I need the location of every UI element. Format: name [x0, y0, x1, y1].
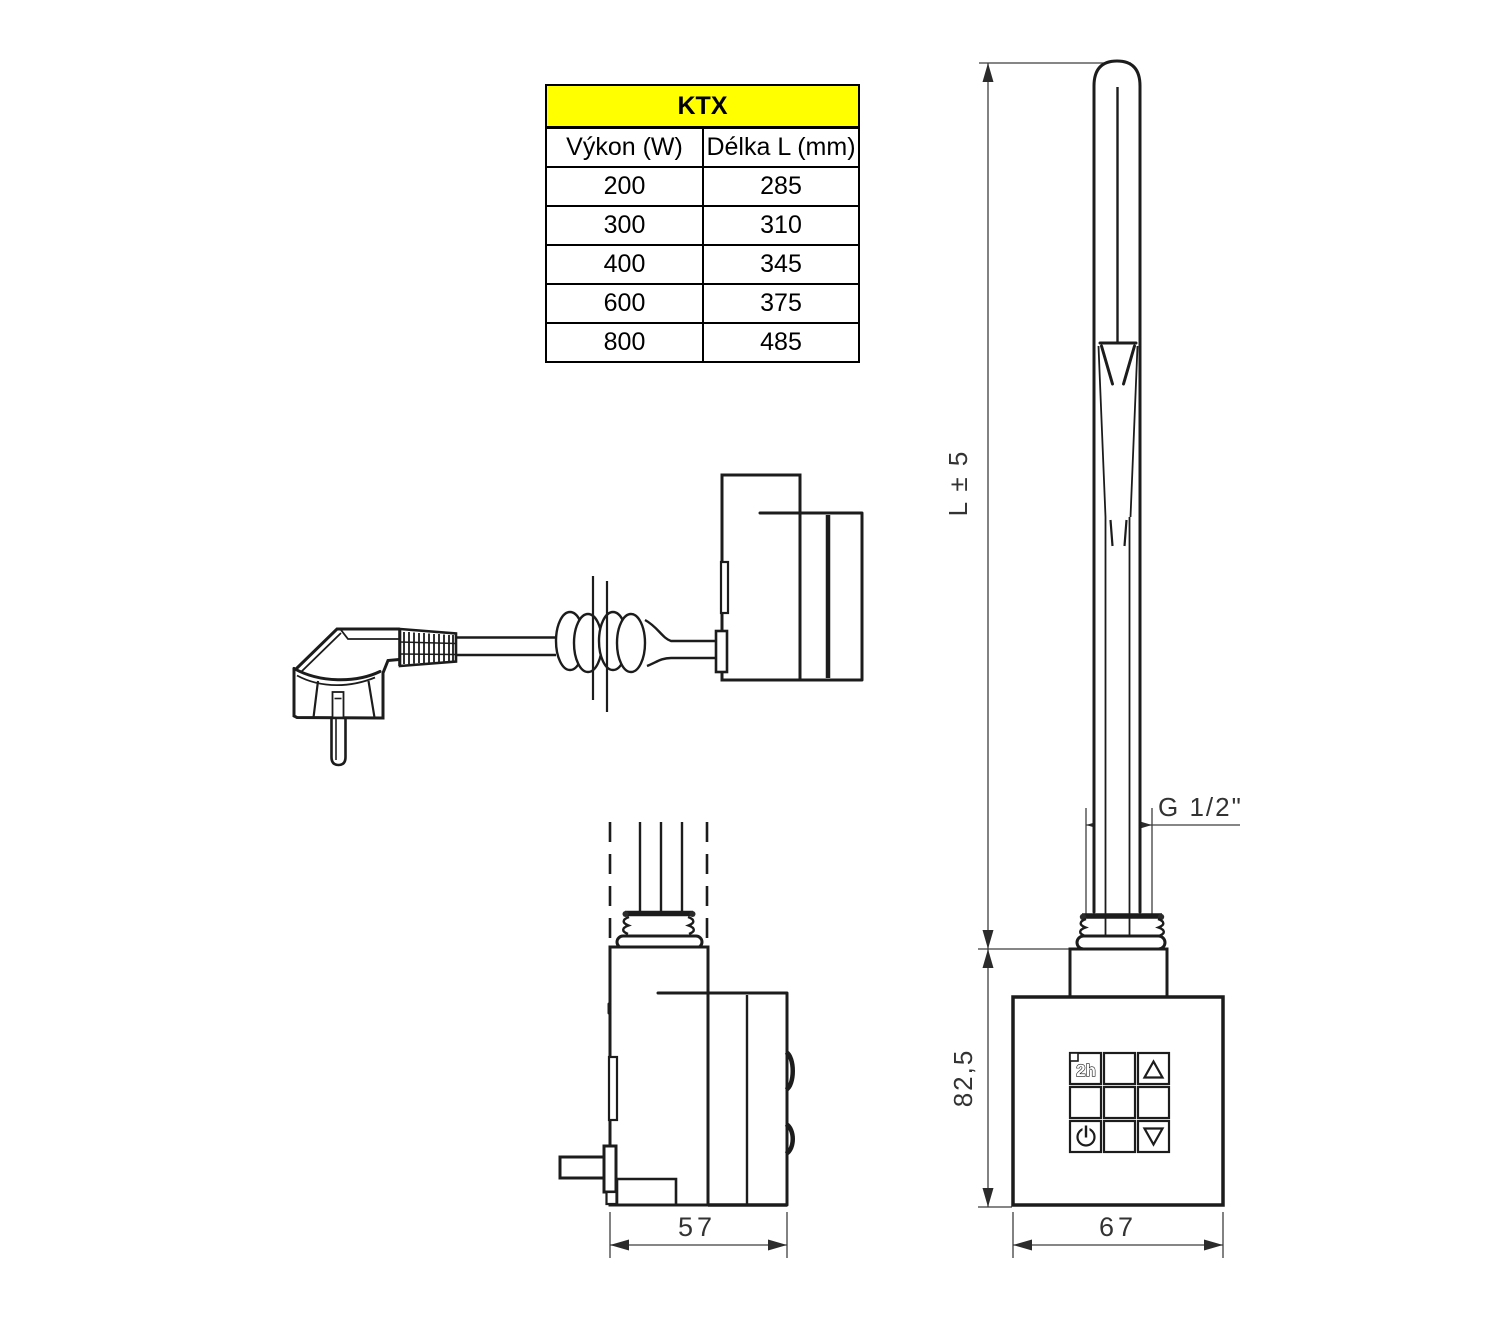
blank-key [1104, 1053, 1135, 1084]
blank-key [1104, 1087, 1135, 1118]
housing-neck [1070, 949, 1167, 997]
blank-key [1104, 1121, 1135, 1152]
col-header-power: Výkon (W) [547, 129, 704, 166]
dim-width-67 [1013, 1212, 1223, 1258]
down-key [1138, 1121, 1169, 1152]
heating-element-tube [1094, 61, 1140, 935]
cable-coil [556, 612, 645, 672]
side-slot [609, 1057, 617, 1120]
collar-front [1077, 936, 1165, 949]
power-value: 200 [547, 168, 704, 205]
cable-connector [716, 631, 727, 672]
power-value: 300 [547, 207, 704, 244]
length-value: 345 [760, 250, 802, 278]
dim-thread-label: G 1/2" [1158, 792, 1243, 822]
housing-side [610, 947, 708, 1205]
col-header-length: Délka L (mm) [706, 133, 856, 161]
power-value: 400 [547, 246, 704, 283]
thread-front [1080, 914, 1164, 936]
plug-pin [332, 718, 346, 765]
plug-pin-slot [333, 692, 344, 718]
length-value: 285 [760, 172, 802, 200]
element-lines [640, 822, 682, 911]
timer-key-label: 2h [1076, 1061, 1096, 1080]
dim-depth-57 [610, 1212, 787, 1258]
up-key [1138, 1053, 1169, 1084]
controller-front-panel [722, 475, 800, 680]
cable-outlet [560, 1157, 607, 1178]
power-value: 800 [547, 324, 704, 361]
thread-side [623, 911, 696, 934]
dim-length-label: L ± 5 [943, 449, 973, 517]
length-value: 375 [760, 289, 802, 317]
side-view [560, 822, 793, 1258]
plug-grip-ribs [400, 629, 456, 666]
power-plug [294, 629, 456, 765]
controller-box-middle-view [716, 475, 862, 680]
plug-cable-view [294, 475, 862, 765]
spec-table-title: KTX [547, 86, 858, 129]
front-view [943, 61, 1243, 1258]
dim-height-label: 82,5 [948, 1048, 978, 1108]
blank-key [1070, 1087, 1101, 1118]
dim-depth-label: 57 [677, 1212, 717, 1242]
blank-key [1138, 1087, 1169, 1118]
dim-height [948, 949, 1012, 1207]
length-value: 485 [760, 328, 802, 356]
dim-width-label: 67 [1098, 1212, 1138, 1242]
keypad [1070, 1053, 1169, 1152]
cable-gland [604, 1146, 616, 1192]
power-value: 600 [547, 285, 704, 322]
timer-key-corner-mark [1070, 1053, 1078, 1061]
length-value: 310 [760, 211, 802, 239]
plug-body [294, 660, 399, 719]
side-slot [721, 562, 728, 613]
